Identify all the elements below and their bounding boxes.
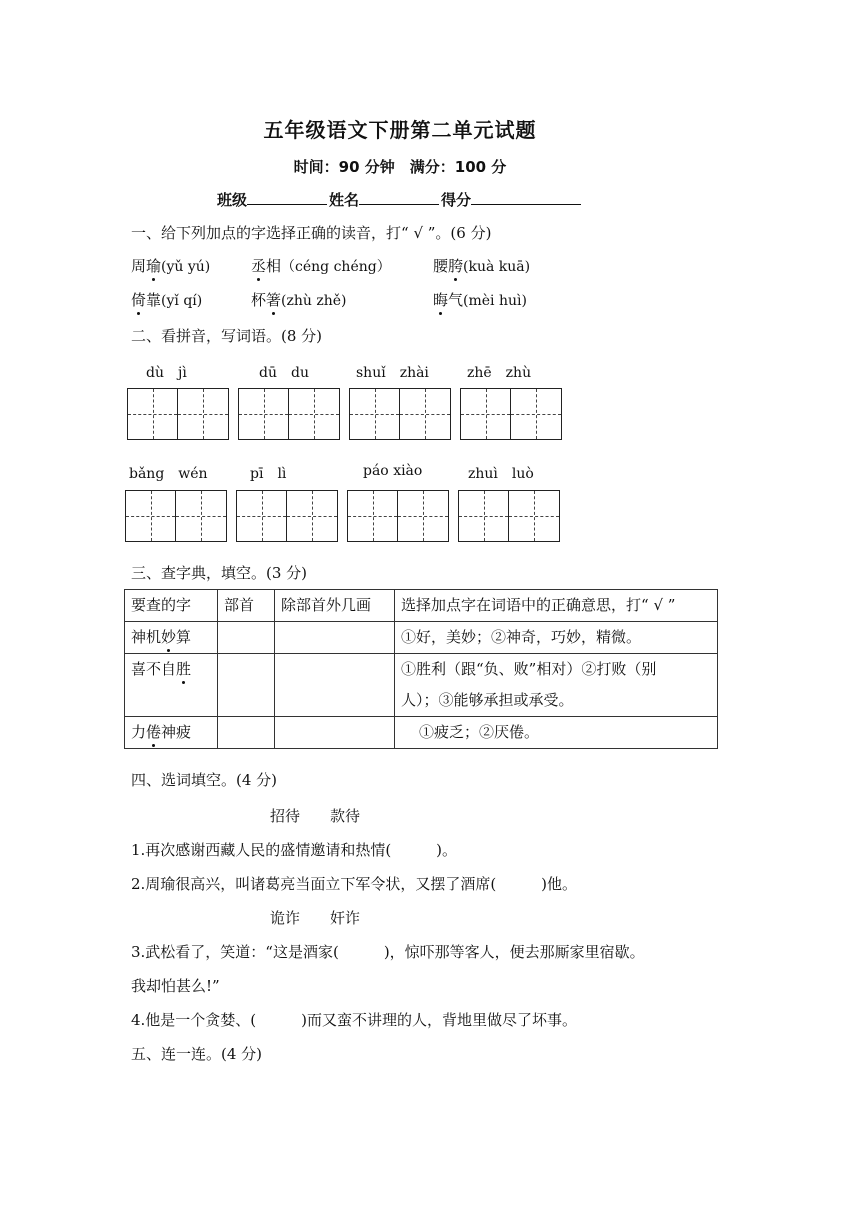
name-blank[interactable] (359, 190, 439, 205)
table-header-row (125, 590, 718, 622)
writing-grid[interactable] (458, 490, 560, 542)
writing-grid[interactable] (127, 388, 229, 440)
writing-grid[interactable] (125, 490, 227, 542)
pinyin-options: (kuà kuā) (463, 259, 531, 275)
dotted-char: 胯 (448, 257, 464, 275)
meaning-cell[interactable]: ①胜利（跟“负、败”相对）②打败（别 人）；③能够承担或承受。 (395, 654, 718, 717)
word-cell: 喜不自胜 (125, 654, 218, 717)
q2-heading: 二、看拼音，写词语。(8 分) (131, 327, 323, 345)
table-header: 要查的字 (125, 590, 218, 622)
dotted-char: 瑜 (146, 257, 162, 275)
page-title: 五年级语文下册第二单元试题 (263, 118, 537, 142)
word-options: 诡诈 奸诈 (270, 909, 361, 927)
writing-grid[interactable] (460, 388, 562, 440)
class-blank[interactable] (247, 190, 327, 205)
dotted-char: 妙 (161, 628, 177, 646)
radical-blank[interactable] (218, 654, 275, 717)
q1-item: 杯箸(zhù zhě) (251, 291, 347, 309)
table-row (125, 717, 718, 749)
pinyin-options: (zhù zhě) (281, 293, 347, 309)
score-blank[interactable] (471, 190, 581, 205)
class-label: 班级 (216, 191, 247, 209)
pinyin-prompt: pī lì (250, 466, 287, 482)
dotted-char: 箸 (266, 291, 282, 309)
name-label: 姓名 (328, 191, 359, 209)
dotted-char: 晦 (433, 291, 449, 309)
q1-item: 晦气(mèi huì) (433, 291, 527, 309)
stroke-blank[interactable] (275, 622, 395, 654)
q1-item: 丞相（céng chéng） (251, 257, 391, 275)
word-cell: 神机妙算 (125, 622, 218, 654)
exam-time-score: 时间：90 分钟 满分：100 分 (293, 158, 507, 176)
stroke-blank[interactable] (275, 717, 395, 749)
writing-grid[interactable] (238, 388, 340, 440)
student-info-line (0, 189, 800, 210)
table-header: 除部首外几画 (275, 590, 395, 622)
word-cell: 力倦神疲 (125, 717, 218, 749)
fill-sentence[interactable]: 4.他是一个贪婪、( )而又蛮不讲理的人，背地里做尽了坏事。 (131, 1011, 578, 1029)
fill-sentence[interactable]: 3.武松看了，笑道：“这是酒家( )，惊吓那等客人，便去那厮家里宿歇。 (131, 943, 645, 961)
q1-item: 周瑜(yǔ yú) (131, 257, 211, 275)
dotted-char: 胜 (176, 660, 192, 678)
meaning-cell[interactable]: ①好，美妙；②神奇，巧妙，精微。 (395, 622, 718, 654)
meaning-cell[interactable]: ①疲乏；②厌倦。 (395, 717, 718, 749)
q1-item: 腰胯(kuà kuā) (433, 257, 531, 275)
table-row (125, 654, 718, 717)
dotted-char: 丞 (251, 257, 267, 275)
q3-heading: 三、查字典，填空。(3 分) (131, 564, 308, 582)
table-row (125, 622, 718, 654)
fill-sentence[interactable]: 1.再次感谢西藏人民的盛情邀请和热情( )。 (131, 841, 458, 859)
pinyin-options: (mèi huì) (463, 293, 527, 309)
pinyin-options: (yǐ qí) (161, 293, 203, 309)
q1-heading: 一、给下列加点的字选择正确的读音，打“ √ ”。(6 分) (131, 224, 492, 242)
table-header: 选择加点字在词语中的正确意思，打“ √ ” (395, 590, 718, 622)
dictionary-table (124, 589, 718, 749)
q1-item: 倚靠(yǐ qí) (131, 291, 203, 309)
pinyin-options: （céng chéng） (281, 259, 391, 275)
radical-blank[interactable] (218, 622, 275, 654)
pinyin-prompt: bǎng wén (129, 466, 208, 482)
word-options: 招待 款待 (270, 807, 361, 825)
pinyin-prompt: shuǐ zhài (356, 365, 429, 381)
writing-grid[interactable] (347, 490, 449, 542)
pinyin-options: (yǔ yú) (161, 259, 211, 275)
writing-grid[interactable] (349, 388, 451, 440)
radical-blank[interactable] (218, 717, 275, 749)
dotted-char: 倦 (146, 723, 162, 741)
writing-grid[interactable] (236, 490, 338, 542)
table-header: 部首 (218, 590, 275, 622)
dotted-char: 倚 (131, 291, 147, 309)
fill-sentence-cont: 我却怕甚么!” (131, 977, 220, 995)
pinyin-prompt: zhuì luò (468, 466, 534, 482)
q5-heading: 五、连一连。(4 分) (131, 1045, 263, 1063)
pinyin-prompt: páo xiào (363, 463, 423, 479)
pinyin-prompt: dù jì (146, 365, 187, 381)
pinyin-prompt: dū du (259, 365, 309, 381)
pinyin-prompt: zhē zhù (467, 365, 532, 381)
stroke-blank[interactable] (275, 654, 395, 717)
score-label: 得分 (441, 191, 472, 209)
fill-sentence[interactable]: 2.周瑜很高兴，叫诸葛亮当面立下军令状，又摆了酒席( )他。 (131, 875, 578, 893)
q4-heading: 四、选词填空。(4 分) (131, 771, 278, 789)
